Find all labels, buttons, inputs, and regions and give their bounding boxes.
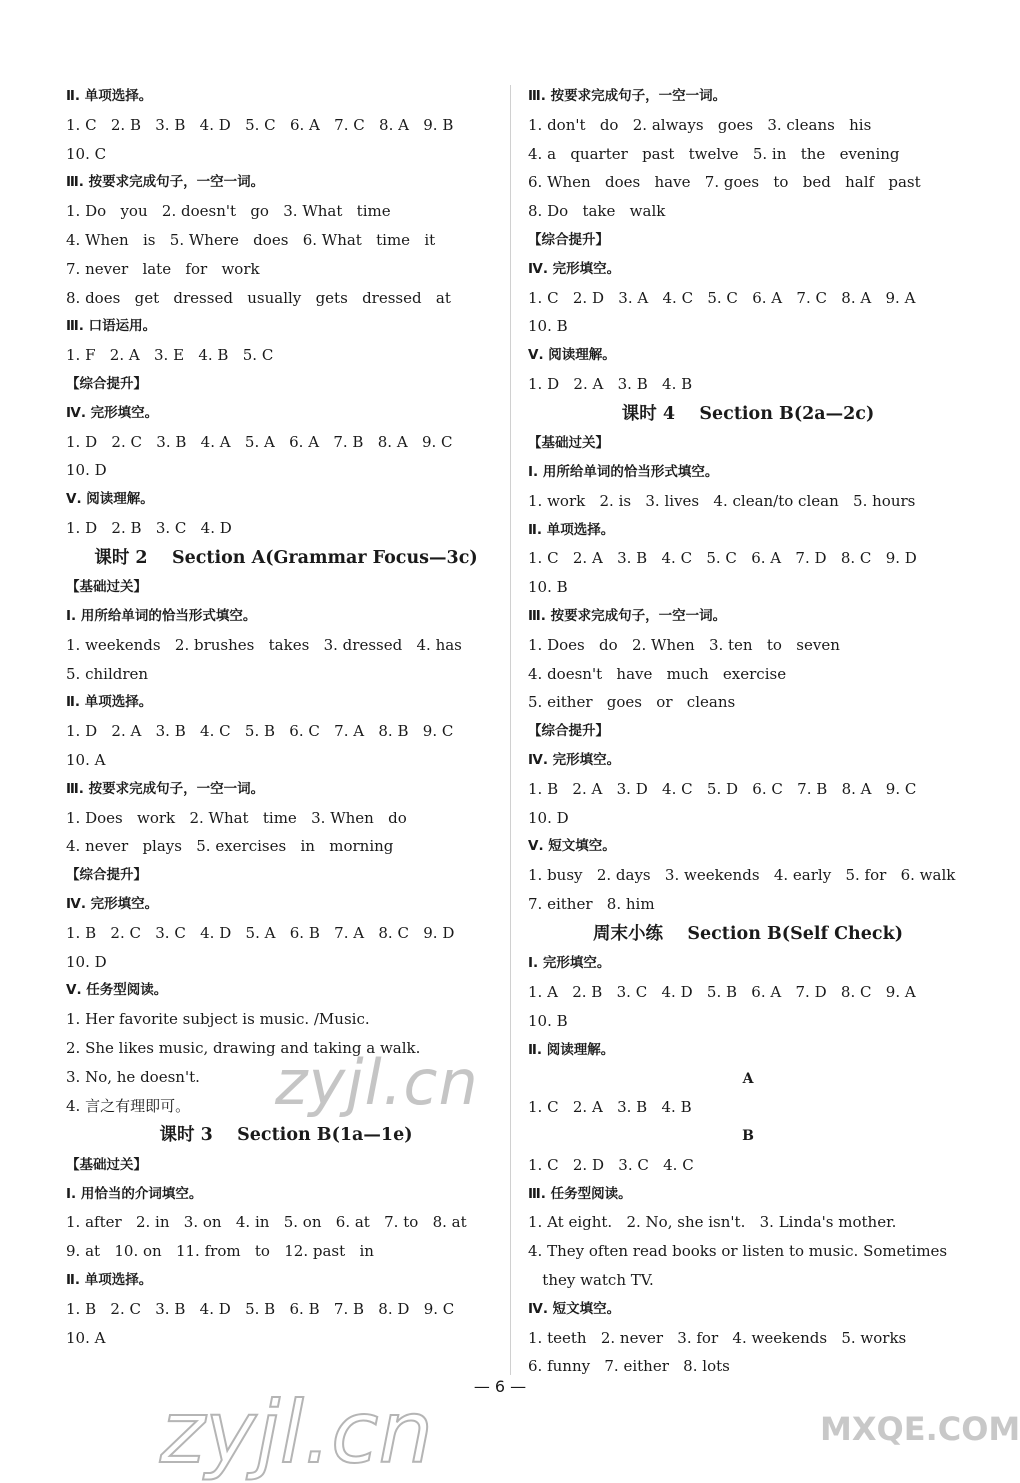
left-column [66, 82, 506, 1352]
answer-line: 1. work 2. is 3. lives 4. clean/to clean 5. hours [528, 491, 916, 510]
exercise-heading: Ⅰ. 完形填空。 [528, 955, 611, 972]
answer-line: 10. B [528, 1011, 568, 1030]
answer-line: they watch TV. [528, 1271, 654, 1290]
exercise-heading: 【基础过关】 [66, 1156, 147, 1173]
answer-line: 7. never late for work [66, 259, 260, 278]
answer-line: 10. B [528, 578, 568, 597]
answer-line: 1. Her favorite subject is music. /Music. [66, 1010, 370, 1029]
answer-line: 5. children [66, 664, 149, 683]
exercise-heading: Ⅴ. 短文填空。 [528, 838, 616, 855]
answer-line: 1. F 2. A 3. E 4. B 5. C [66, 346, 274, 365]
exercise-heading: 【综合提升】 [66, 375, 147, 392]
answer-line: 1. weekends 2. brushes takes 3. dressed 4. has [66, 635, 462, 654]
answer-line: 1. A 2. B 3. C 4. D 5. B 6. A 7. D 8. C 9. A [528, 983, 916, 1002]
exercise-heading: Ⅳ. 完形填空。 [528, 752, 621, 769]
answer-line: 1. B 2. A 3. D 4. C 5. D 6. C 7. B 8. A 9. C [528, 779, 917, 798]
exercise-heading: Ⅰ. 用恰当的介词填空。 [66, 1185, 203, 1202]
section-title: 课时 2 Section A(Grammar Focus—3c) [94, 547, 478, 568]
page-number: — 6 — [473, 1377, 527, 1396]
answer-line: 10. A [66, 751, 106, 770]
watermark-bottom: zyjl.cn [160, 1383, 433, 1483]
section-title: 周末小练 Section B(Self Check) [593, 923, 903, 944]
exercise-heading: 【基础过关】 [66, 579, 147, 596]
answer-line: 1. B 2. C 3. C 4. D 5. A 6. B 7. A 8. C 9. D [66, 923, 455, 942]
answer-line: 6. When does have 7. goes to bed half past [528, 173, 921, 192]
watermark-center: zyjl.cn [275, 1046, 479, 1119]
answer-line: 1. after 2. in 3. on 4. in 5. on 6. at 7. to 8. at [66, 1213, 467, 1232]
answer-line: 4. doesn't have much exercise [528, 664, 787, 683]
answer-line: 1. D 2. A 3. B 4. B [528, 374, 693, 393]
answer-line: 1. C 2. D 3. A 4. C 5. C 6. A 7. C 8. A 9. A [528, 288, 916, 307]
exercise-heading: 【基础过关】 [528, 435, 609, 452]
exercise-heading: 【综合提升】 [528, 231, 609, 248]
exercise-heading: Ⅴ. 阅读理解。 [66, 491, 154, 508]
exercise-heading: Ⅲ. 按要求完成句子，一空一词。 [66, 174, 265, 191]
exercise-heading: 【综合提升】 [528, 723, 609, 740]
column-divider [510, 85, 511, 1375]
answer-line: 1. Does do 2. When 3. ten to seven [528, 635, 840, 654]
answer-line: 10. C [66, 144, 107, 163]
answer-line: 1. teeth 2. never 3. for 4. weekends 5. works [528, 1328, 907, 1347]
answer-line: 3. No, he doesn't. [66, 1067, 200, 1086]
answer-line: 2. She likes music, drawing and taking a walk. [66, 1039, 421, 1057]
exercise-heading: Ⅳ. 完形填空。 [66, 896, 159, 913]
exercise-heading: Ⅳ. 短文填空。 [528, 1300, 621, 1317]
answer-line: 1. don't do 2. always goes 3. cleans his [528, 115, 872, 134]
answer-line: 10. D [66, 952, 107, 971]
answer-line: 1. B 2. C 3. B 4. D 5. B 6. B 7. B 8. D 9. C [66, 1299, 455, 1318]
answer-line: 10. D [66, 461, 107, 480]
exercise-heading: Ⅴ. 任务型阅读。 [66, 982, 168, 999]
exercise-heading: Ⅱ. 单项选择。 [66, 1272, 153, 1289]
section-title: 课时 4 Section B(2a—2c) [621, 403, 875, 424]
answer-line: 4. never plays 5. exercises in morning [66, 837, 394, 856]
exercise-heading: Ⅴ. 阅读理解。 [528, 347, 616, 364]
answer-line: 8. does get dressed usually gets dressed at [66, 288, 451, 307]
answer-line: 1. C 2. A 3. B 4. C 5. C 6. A 7. D 8. C 9. D [528, 549, 917, 568]
answer-line: 7. either 8. him [528, 895, 655, 914]
answer-line: 1. Do you 2. doesn't go 3. What time [66, 202, 391, 221]
answer-line: 4. a quarter past twelve 5. in the evening [528, 144, 900, 163]
answer-line: 8. Do take walk [528, 202, 666, 221]
exercise-heading: Ⅳ. 完形填空。 [528, 260, 621, 277]
exercise-heading: Ⅱ. 单项选择。 [528, 521, 615, 538]
exercise-heading: Ⅱ. 单项选择。 [66, 694, 153, 711]
exercise-heading: Ⅱ. 单项选择。 [66, 88, 153, 104]
answer-line: 1. C 2. A 3. B 4. B [528, 1098, 692, 1117]
answer-line: 1. C 2. B 3. B 4. D 5. C 6. A 7. C 8. A 9. B [66, 115, 454, 134]
section-title: 课时 3 Section B(1a—1e) [159, 1125, 413, 1146]
answer-line: 6. funny 7. either 8. lots [528, 1357, 730, 1376]
exercise-heading: Ⅱ. 阅读理解。 [528, 1041, 615, 1058]
answer-line: 1. D 2. B 3. C 4. D [66, 518, 232, 537]
exercise-heading: Ⅳ. 完形填空。 [66, 404, 159, 421]
answer-line: 1. busy 2. days 3. weekends 4. early 5. for 6. walk [528, 866, 956, 885]
answer-line: 4. When is 5. Where does 6. What time it [66, 230, 436, 249]
answer-line: 1. D 2. A 3. B 4. C 5. B 6. C 7. A 8. B 9. C [66, 722, 454, 741]
watermark-corner: MXQE.COM [820, 1410, 1020, 1448]
exercise-heading: Ⅲ. 按要求完成句子，一空一词。 [66, 780, 265, 797]
right-column [528, 82, 968, 1381]
passage-label: B [742, 1128, 754, 1145]
answer-line: 1. Does work 2. What time 3. When do [66, 808, 407, 827]
answer-line: 1. C 2. D 3. C 4. C [528, 1155, 694, 1174]
exercise-heading: Ⅲ. 任务型阅读。 [528, 1185, 632, 1202]
exercise-heading: 【综合提升】 [66, 867, 147, 884]
exercise-heading: Ⅲ. 口语运用。 [66, 318, 157, 335]
answer-line: 4. They often read books or listen to music. Sometimes [528, 1242, 948, 1261]
answer-line: 1. At eight. 2. No, she isn't. 3. Linda's mother. [528, 1213, 897, 1232]
answer-line: 10. D [528, 808, 569, 827]
answer-line: 5. either goes or cleans [528, 693, 736, 712]
answer-line: 4. 言之有理即可。 [66, 1096, 191, 1115]
answer-line: 9. at 10. on 11. from to 12. past in [66, 1242, 374, 1261]
answer-line: 10. A [66, 1328, 106, 1347]
exercise-heading: Ⅲ. 按要求完成句子，一空一词。 [528, 608, 727, 625]
exercise-heading: Ⅲ. 按要求完成句子，一空一词。 [528, 88, 727, 104]
passage-label: A [742, 1070, 754, 1087]
exercise-heading: Ⅰ. 用所给单词的恰当形式填空。 [528, 464, 719, 481]
answer-line: 1. D 2. C 3. B 4. A 5. A 6. A 7. B 8. A 9. C [66, 432, 453, 451]
exercise-heading: Ⅰ. 用所给单词的恰当形式填空。 [66, 608, 257, 625]
answer-line: 10. B [528, 317, 568, 336]
